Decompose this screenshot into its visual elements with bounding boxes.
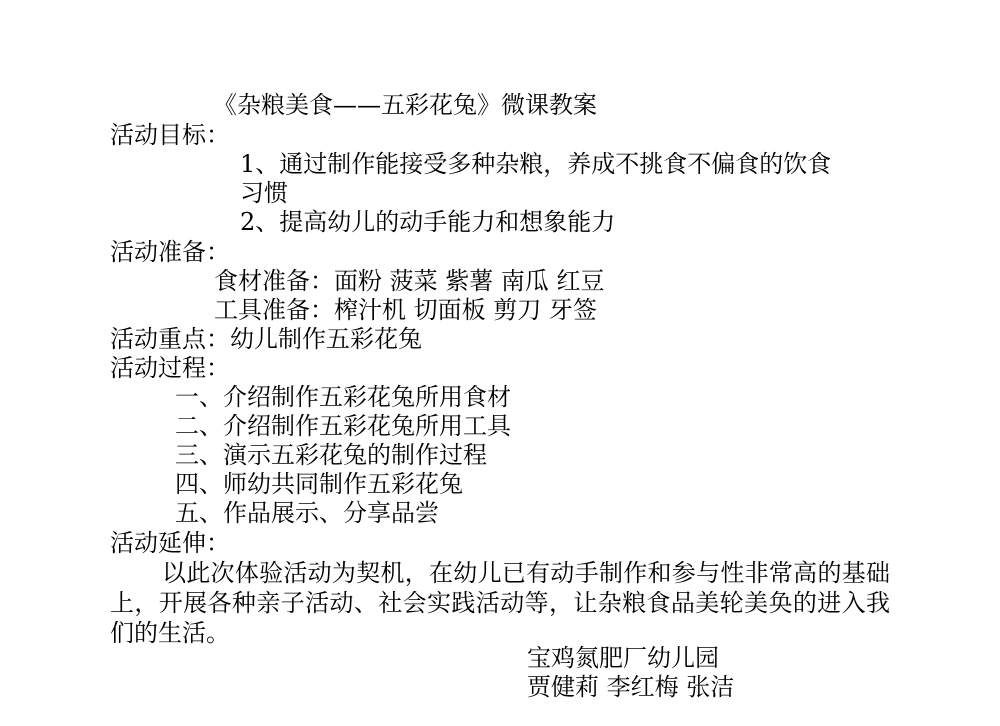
- process-step: 三、演示五彩花兔的制作过程: [175, 441, 487, 469]
- activity-focus: 活动重点：幼儿制作五彩花兔: [110, 325, 422, 353]
- process-step: 一、介绍制作五彩花兔所用食材: [175, 383, 511, 411]
- process-step: 四、师幼共同制作五彩花兔: [175, 470, 463, 498]
- process-heading: 活动过程：: [110, 354, 230, 382]
- extension-paragraph: 以此次体验活动为契机，在幼儿已有动手制作和参与性非常高的基础上，开展各种亲子活动、社会实践活动等，让杂粮食品美轮美奂的进入我们的生活。: [110, 559, 890, 647]
- objective-1-line-2: 习惯: [240, 179, 288, 207]
- tools-preparation: 工具准备：榨汁机 切面板 剪刀 牙签: [214, 296, 597, 324]
- signature-organization: 宝鸡氮肥厂幼儿园: [527, 644, 719, 672]
- objective-1-line-1: 1、通过制作能接受多种杂粮，养成不挑食不偏食的饮食: [240, 150, 832, 178]
- objectives-heading: 活动目标：: [110, 121, 230, 149]
- process-step: 五、作品展示、分享品尝: [175, 499, 439, 527]
- process-step: 二、介绍制作五彩花兔所用工具: [175, 412, 511, 440]
- preparation-heading: 活动准备：: [110, 238, 230, 266]
- signature-authors: 贾健莉 李红梅 张洁: [527, 673, 735, 701]
- document-title: 《杂粮美食——五彩花兔》微课教案: [213, 91, 597, 119]
- objective-2: 2、提高幼儿的动手能力和想象能力: [240, 208, 616, 236]
- ingredients-preparation: 食材准备：面粉 菠菜 紫薯 南瓜 红豆: [214, 267, 605, 295]
- extension-heading: 活动延伸：: [110, 529, 230, 557]
